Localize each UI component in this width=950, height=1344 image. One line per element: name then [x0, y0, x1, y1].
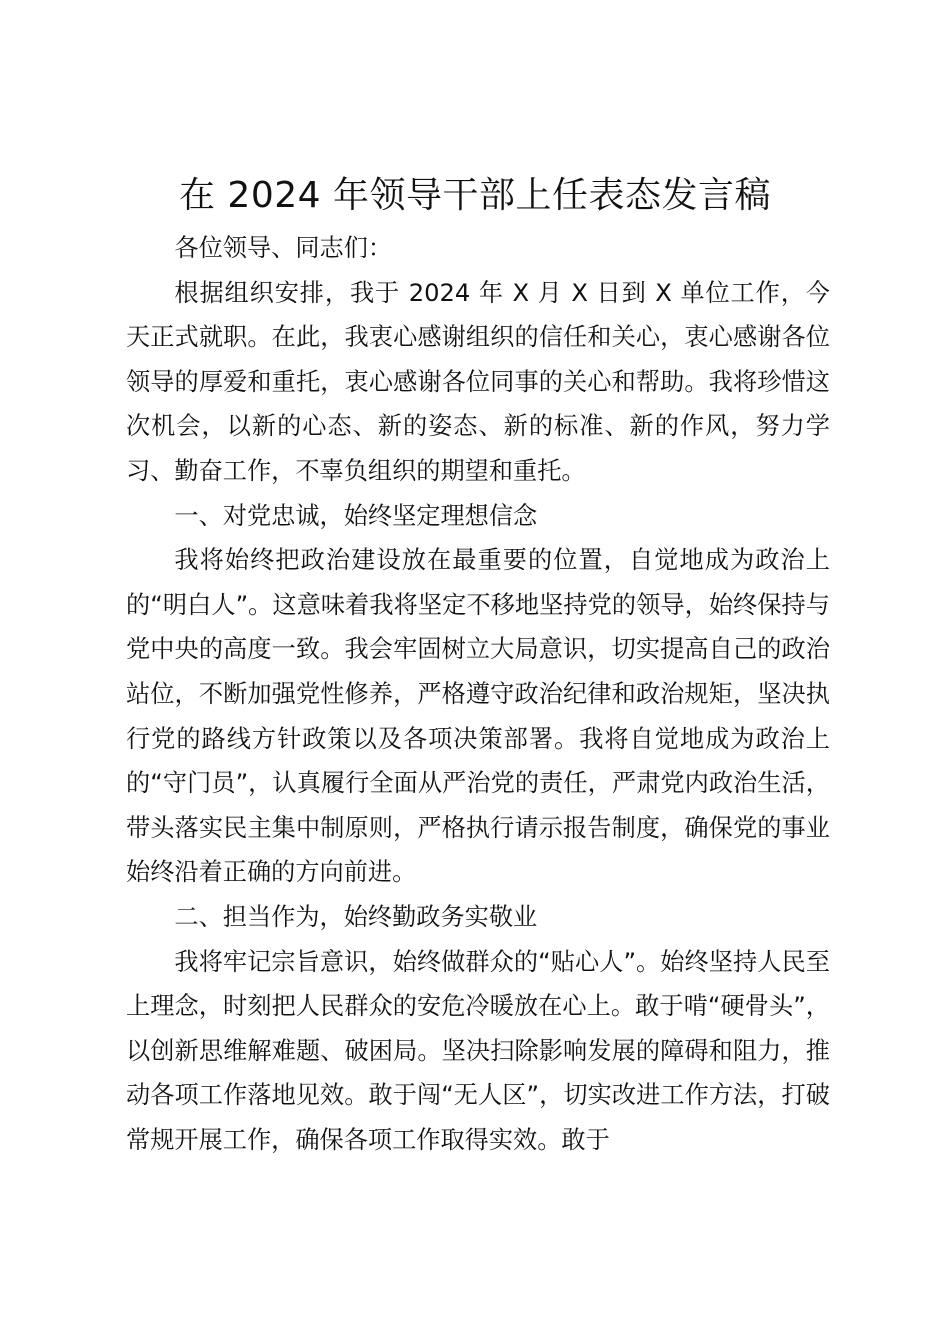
document-title: 在 2024 年领导干部上任表态发言稿: [178, 175, 771, 216]
section-heading: 二、担当作为，始终勤政务实敬业: [174, 902, 538, 931]
section-heading: 一、对党忠诚，始终坚定理想信念: [174, 501, 538, 530]
salutation: 各位领导、同志们：: [174, 234, 393, 262]
paragraph: 我将始终把政治建设放在最重要的位置，自觉地成为政治上的“明白人”。这意味着我将坚定不移地坚持党的领导，始终保持与党中央的高度一致。我会牢固树立大局意识，切实提高自己的政治站位，不断加强党性修养，严格遵守政治纪律和政治规矩，坚决执行党的路线方针政策以及各项决策部署。我将自觉地成为政治上的“守门员”，认真履行全面从严治党的责任，严肃党内政治生活，带头落实民主集中制原则，严格执行请示报告制度，确保党的事业始终沿着正确的方向前进。: [126, 546, 830, 887]
document-body: [126, 226, 830, 1162]
paragraph: 根据组织安排，我于 2024 年 X 月 X 日到 X 单位工作，今天正式就职。在此，我衷心感谢组织的信任和关心，衷心感谢各位领导的厚爱和重托，衷心感谢各位同事的关心和帮助。我将珍惜这次机会，以新的心态、新的姿态、新的标准、新的作风，努力学习、勤奋工作，不辜负组织的期望和重托。: [126, 278, 830, 485]
paragraph: 我将牢记宗旨意识，始终做群众的“贴心人”。始终坚持人民至上理念，时刻把人民群众的安危冷暖放在心上。敢于啃“硬骨头”，以创新思维解难题、破困局。坚决扫除影响发展的障碍和阻力，推动各项工作落地见效。敢于闯“无人区”，切实改进工作方法，打破常规开展工作，确保各项工作取得实效。敢于: [126, 947, 830, 1154]
